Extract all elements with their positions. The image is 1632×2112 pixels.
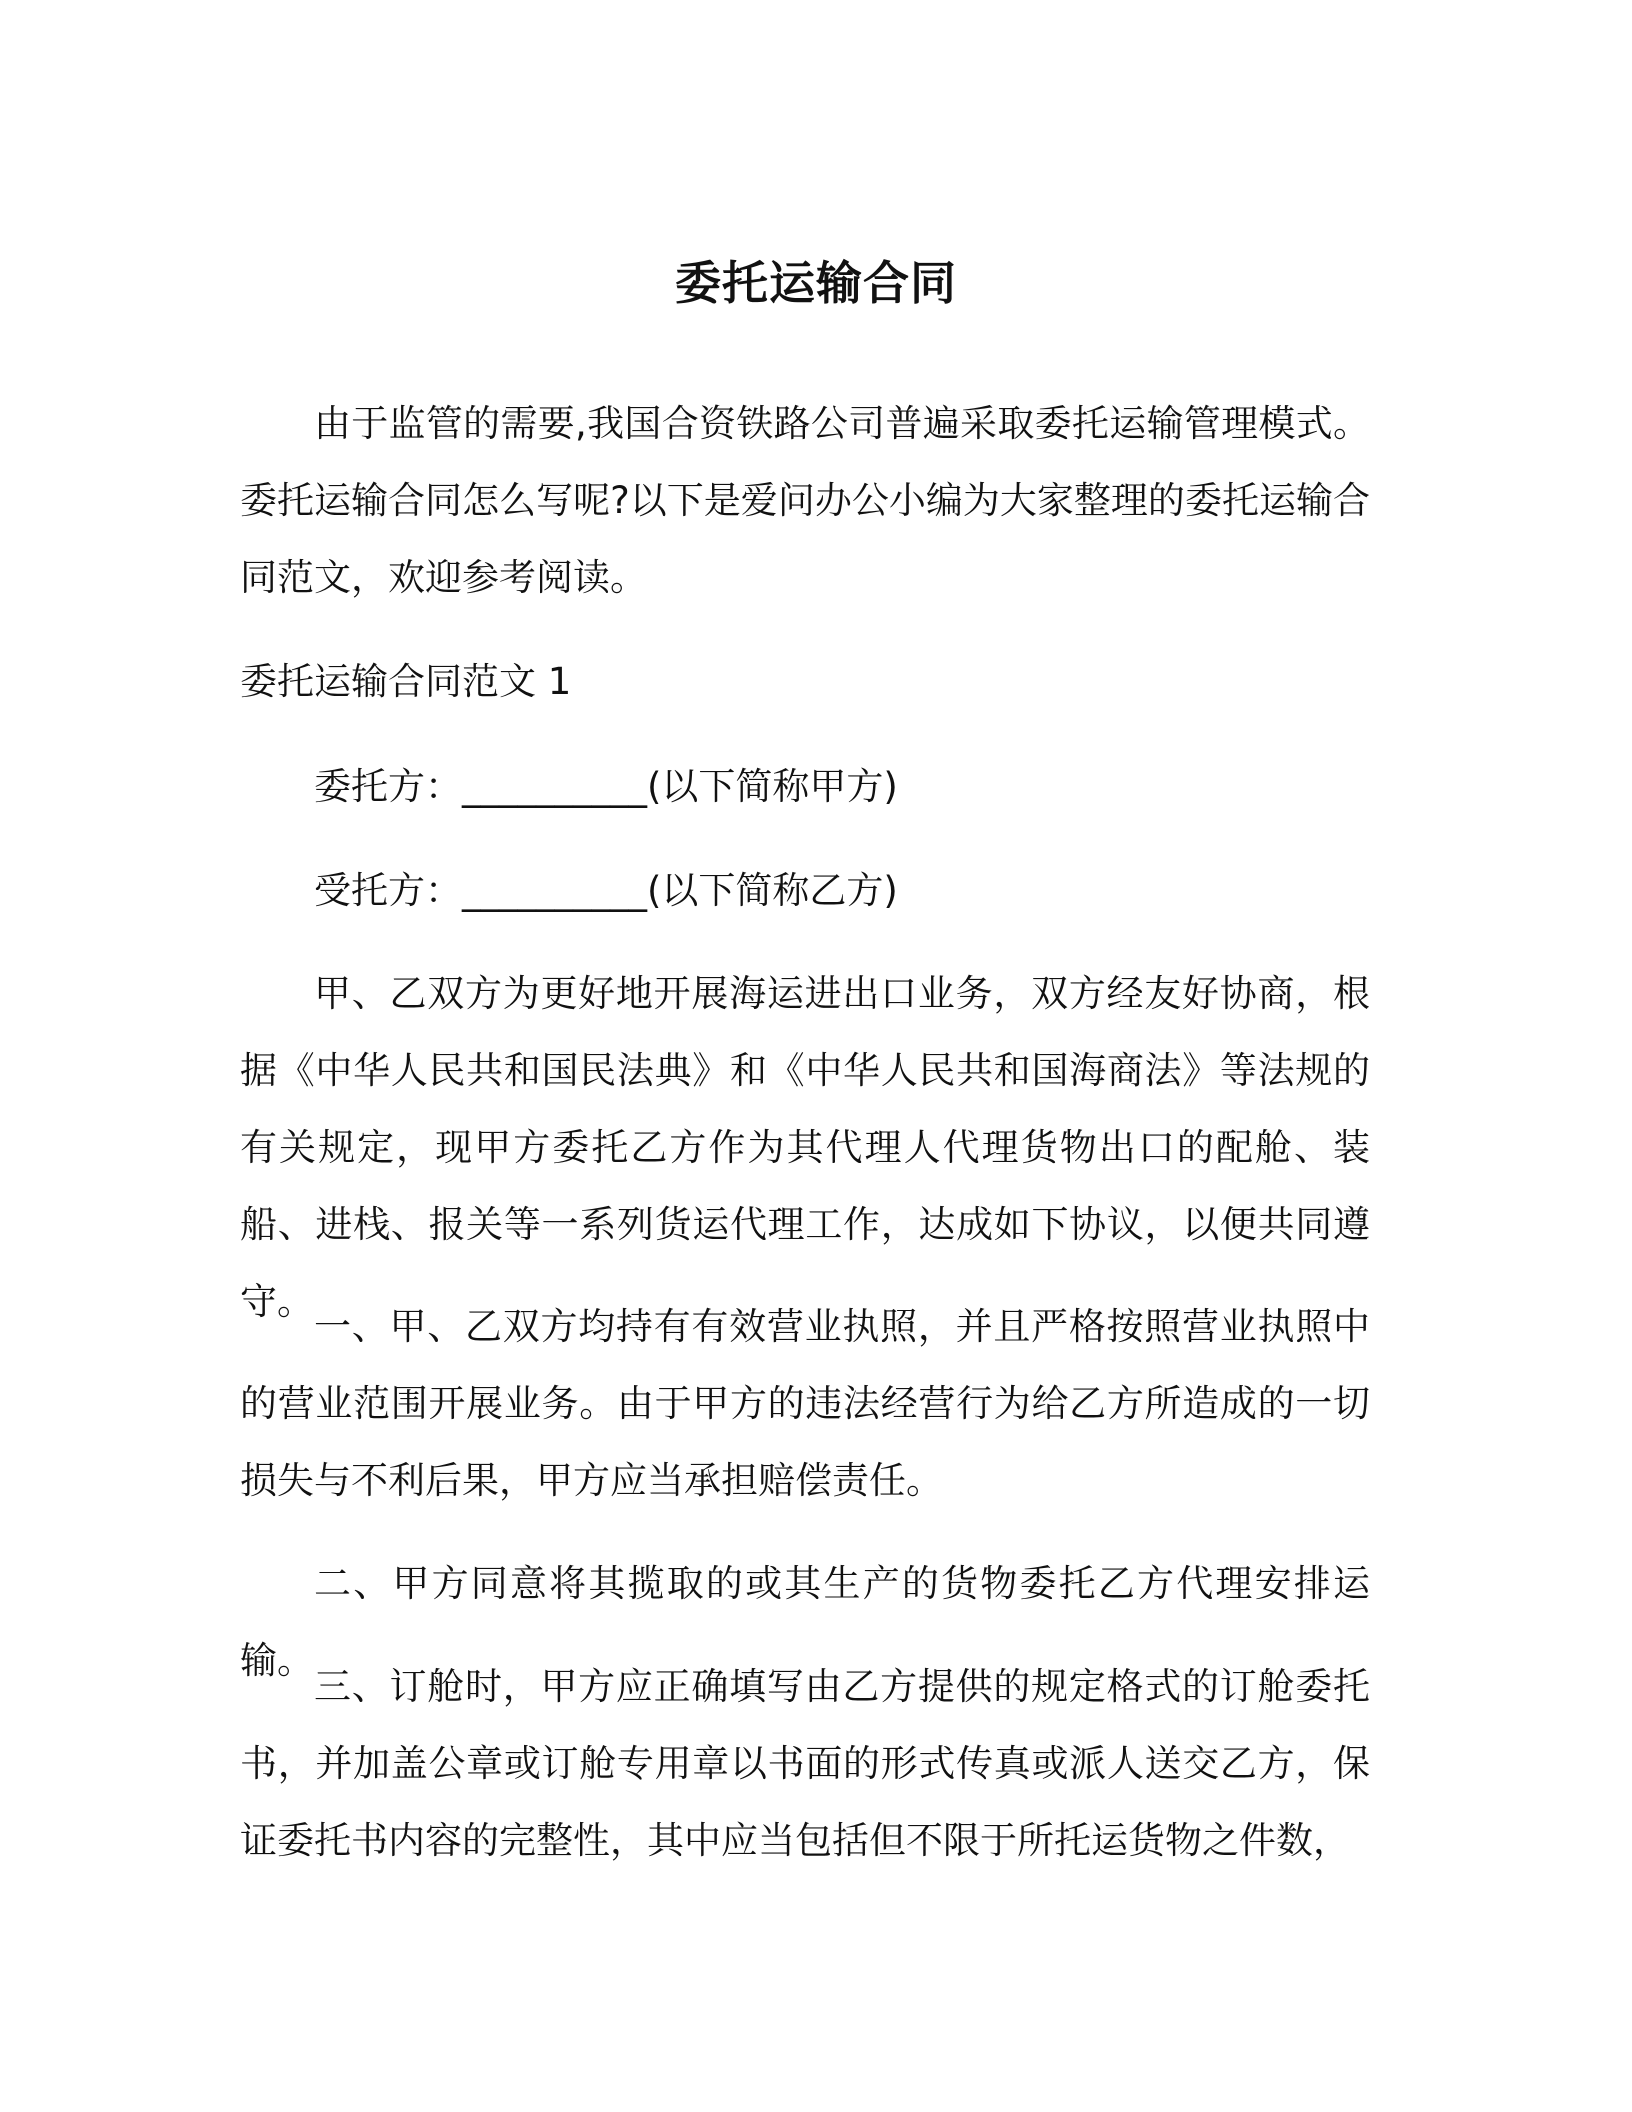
- agent-block: [240, 852, 1370, 929]
- intro-block: [240, 385, 1370, 616]
- sample-heading: 委托运输合同范文 1: [240, 660, 572, 703]
- agent-line: 受托方：__________(以下简称乙方): [314, 869, 898, 912]
- article-1-block: [240, 1288, 1370, 1519]
- preamble-paragraph: 甲、乙双方为更好地开展海运进出口业务，双方经友好协商，根据《中华人民共和国民法典》和《中华人民共和国海商法》等法规的有关规定，现甲方委托乙方作为其代理人代理货物出口的配舱、装船、进栈、报关等一系列货运代理工作，达成如下协议，以便共同遵守。: [240, 972, 1370, 1323]
- article-2-paragraph: 二、甲方同意将其揽取的或其生产的货物委托乙方代理安排运输。: [240, 1562, 1370, 1682]
- intro-paragraph: 由于监管的需要,我国合资铁路公司普遍采取委托运输管理模式。委托运输合同怎么写呢?以下是爱问办公小编为大家整理的委托运输合同范文，欢迎参考阅读。: [240, 402, 1370, 599]
- article-3-block: [240, 1648, 1370, 1879]
- preamble-block: [240, 955, 1370, 1340]
- sample-heading-block: [240, 643, 1370, 720]
- document-title: 委托运输合同: [675, 255, 957, 310]
- article-1-paragraph: 一、甲、乙双方均持有有效营业执照，并且严格按照营业执照中的营业范围开展业务。由于甲方的违法经营行为给乙方所造成的一切损失与不利后果，甲方应当承担赔偿责任。: [240, 1305, 1370, 1502]
- client-line: 委托方：__________(以下简称甲方): [314, 765, 898, 808]
- article-3-paragraph: 三、订舱时，甲方应正确填写由乙方提供的规定格式的订舱委托书，并加盖公章或订舱专用章以书面的形式传真或派人送交乙方，保证委托书内容的完整性，其中应当包括但不限于所托运货物之件数，: [240, 1665, 1370, 1862]
- client-block: [240, 748, 1370, 825]
